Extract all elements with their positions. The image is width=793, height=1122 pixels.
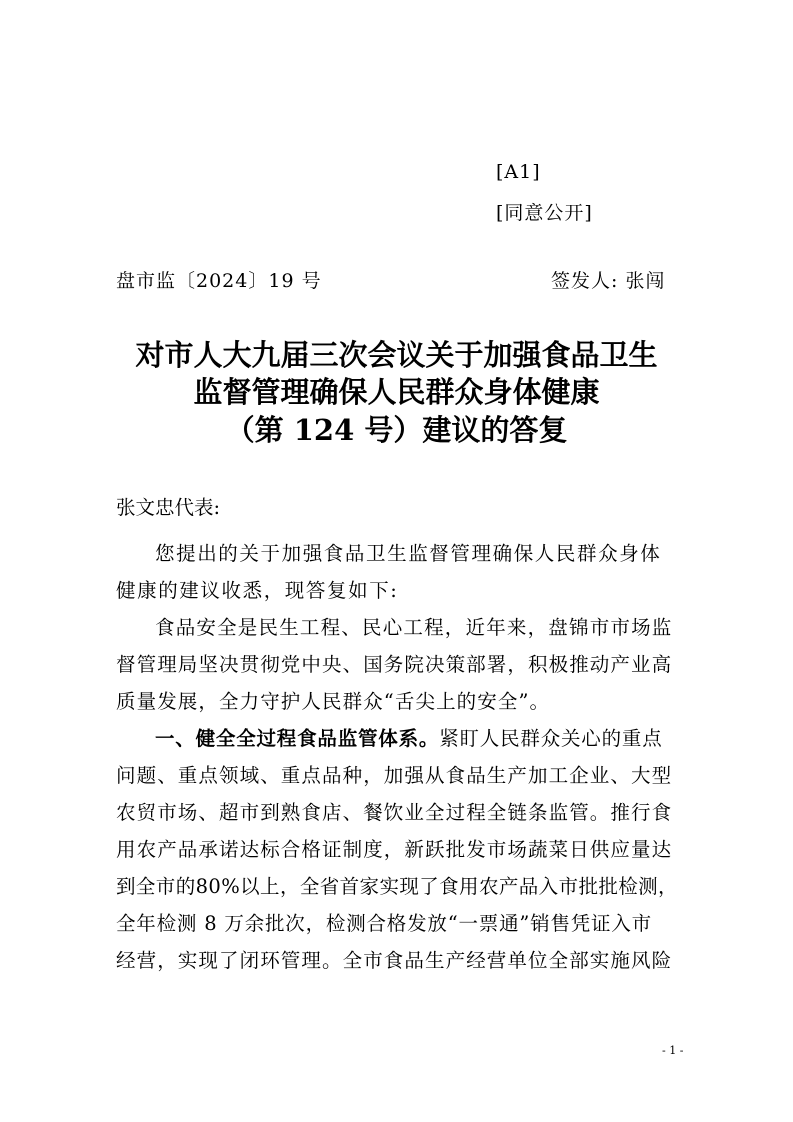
document-title-line-2: 监督管理确保人民群众身体健康 [193,375,600,409]
section-1-line-6: 全年检测 8 万余批次，检测合格发放“一票通”销售凭证入市 [116,912,652,935]
salutation: 张文忠代表: [116,496,221,519]
section-1-line-1-text: 紧盯人民群众关心的重点 [439,727,663,750]
paragraph-2-line-2: 督管理局坚决贯彻党中央、国务院决策部署，积极推动产业高 [116,653,673,676]
paragraph-2-line-1: 食品安全是民生工程、民心工程，近年来，盘锦市市场监 [155,616,673,639]
section-1-line-3: 农贸市场、超市到熟食店、餐饮业全过程全链条监管。推行食 [116,801,673,824]
section-1-line-7: 经营，实现了闭环管理。全市食品生产经营单位全部实施风险 [116,949,673,972]
section-1-line-4: 用农产品承诺达标合格证制度，新跃批发市场蔬菜日供应量达 [116,838,673,861]
paragraph-1-line-1: 您提出的关于加强食品卫生监督管理确保人民群众身体 [155,542,662,565]
section-1-heading: 一、健全全过程食品监管体系。 [155,727,440,750]
section-1-line-2: 问题、重点领域、重点品种，加强从食品生产加工企业、大型 [116,764,673,787]
paragraph-2-line-3: 质量发展，全力守护人民群众“舌尖上的安全”。 [116,690,551,713]
document-signer: 签发人: 张闯 [551,270,666,292]
paragraph-1-line-2: 健康的建议收悉，现答复如下: [116,579,399,602]
section-1-line-5: 到全市的80%以上，全省首家实现了食用农产品入市批批检测， [116,875,678,898]
document-title-line-1: 对市人大九届三次会议关于加强食品卫生 [135,338,658,372]
document-tag-code: [A1] [496,161,541,183]
document-number: 盘市监〔2024〕19 号 [116,270,322,292]
document-title-line-3: （第 124 号）建议的答复 [225,413,568,447]
document-tag-disclosure: [同意公开] [496,202,593,224]
page-number: - 1 - [662,1044,684,1057]
section-1-line-1 [155,723,663,751]
